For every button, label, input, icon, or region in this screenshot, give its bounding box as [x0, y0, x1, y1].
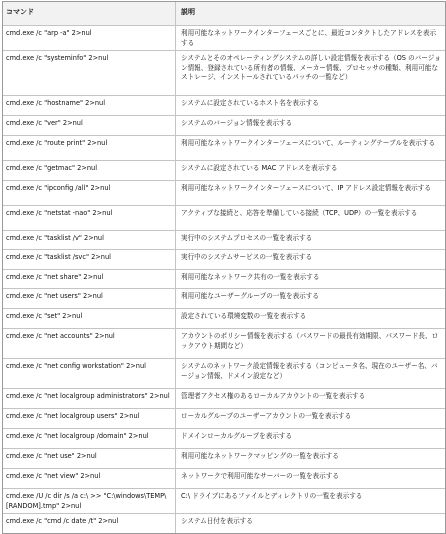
column-header-description: 説明: [181, 8, 195, 16]
table-row: [3, 448, 445, 468]
description-cell: システム日付を表示する: [181, 517, 253, 525]
description-cell: C:\ ドライブにあるファイルとディレクトリの一覧を表示する: [181, 492, 363, 500]
table-row: [3, 135, 445, 160]
command-cell: cmd.exe /c "net localgroup users" 2>nul: [3, 409, 176, 428]
description-cell: 管理者アクセス権のあるローカルアカウントの一覧を表示する: [181, 392, 366, 400]
column-header-command: コマンド: [3, 2, 176, 25]
description-cell: 利用可能なユーザーグループの一覧を表示する: [181, 292, 319, 300]
description-cell: 実行中のシステムプロセスの一覧を表示する: [181, 234, 313, 242]
description-cell: システムに設定されているホスト名を表示する: [181, 99, 319, 107]
table-header-row: [3, 2, 445, 25]
table-row: [3, 408, 445, 428]
table-row: [3, 25, 445, 50]
command-cell: cmd.exe /c "cmd /c date /t" 2>nul: [3, 514, 176, 533]
command-cell: cmd.exe /U /c dir /s /a c:\ >> "C:\windows\TEMP\[RANDOM].tmp" 2>nul: [3, 489, 176, 513]
table-row: [3, 205, 445, 230]
description-cell: 利用可能なネットワークインターフェースについて、ルーティングテーブルを表示する: [181, 139, 436, 147]
table-row: [3, 269, 445, 288]
table-row: [3, 468, 445, 488]
command-cell: cmd.exe /c "route print" 2>nul: [3, 136, 176, 160]
description-cell: 設定されている環境変数の一覧を表示する: [181, 312, 307, 320]
table-row: [3, 50, 445, 95]
command-cell: cmd.exe /c "netstat -nao" 2>nul: [3, 206, 176, 230]
command-cell: cmd.exe /c "set" 2>nul: [3, 309, 176, 328]
description-cell: システムとそのオペレーティングシステムの詳しい設定情報を表示する（OS のバージョン情報、登録されている所有者の情報、メーカー情報、プロセッサの種類、利用可能なストレージ、インストールされているパッチの一覧など）: [181, 54, 441, 82]
description-cell: システムのネットワーク設定情報を表示する（コンピュータ名、現在のユーザー名、バージョン情報、ドメイン設定など）: [181, 362, 438, 380]
description-cell: アクティブな接続と、応答を準備している接続（TCP、UDP）の一覧を表示する: [181, 209, 418, 217]
command-cell: cmd.exe /c "tasklist /svc" 2>nul: [3, 250, 176, 269]
table-row: [3, 328, 445, 358]
table-row: [3, 428, 445, 448]
command-cell: cmd.exe /c "systeminfo" 2>nul: [3, 51, 176, 95]
description-cell: 利用可能なネットワーク共有の一覧を表示する: [181, 273, 320, 281]
command-cell: cmd.exe /c "net use" 2>nul: [3, 449, 176, 468]
command-cell: cmd.exe /c "getmac" 2>nul: [3, 161, 176, 180]
description-cell: 利用可能なネットワークマッピングの一覧を表示する: [181, 452, 339, 460]
table-body: [3, 25, 445, 533]
command-cell: cmd.exe /c "tasklist /v" 2>nul: [3, 231, 176, 249]
command-cell: cmd.exe /c "net accounts" 2>nul: [3, 329, 176, 358]
description-cell: 利用可能なネットワークインターフェースについて、IP アドレス設定情報を表示する: [181, 184, 431, 192]
table-row: [3, 95, 445, 115]
description-cell: システムのバージョン情報を表示する: [181, 119, 293, 127]
table-row: [3, 249, 445, 269]
command-cell: cmd.exe /c "hostname" 2>nul: [3, 96, 176, 115]
table-row: [3, 513, 445, 533]
command-table: [2, 1, 446, 534]
command-cell: cmd.exe /c "ver" 2>nul: [3, 116, 176, 135]
description-cell: システムに設定されている MAC アドレスを表示する: [181, 164, 338, 172]
table-row: [3, 358, 445, 388]
description-cell: アカウントのポリシー情報を表示する（パスワードの最長有効期限、パスワード長、ロックアウト期間など）: [181, 332, 439, 350]
command-cell: cmd.exe /c "net localgroup administrators" 2>nul: [3, 389, 176, 408]
command-cell: cmd.exe /c "net config workstation" 2>nul: [3, 359, 176, 388]
table-row: [3, 288, 445, 308]
description-cell: ローカルグループのユーザーアカウントの一覧を表示する: [181, 412, 352, 420]
description-cell: ネットワークで利用可能なサーバーの一覧を表示する: [181, 472, 339, 480]
table-row: [3, 160, 445, 180]
description-cell: ドメインローカルグループを表示する: [181, 432, 293, 440]
command-cell: cmd.exe /c "ipconfig /all" 2>nul: [3, 181, 176, 205]
command-cell: cmd.exe /c "net view" 2>nul: [3, 469, 176, 488]
table-row: [3, 308, 445, 328]
description-cell: 実行中のシステムサービスの一覧を表示する: [181, 253, 313, 261]
command-cell: cmd.exe /c "net users" 2>nul: [3, 289, 176, 308]
table-row: [3, 230, 445, 249]
table-row: [3, 388, 445, 408]
table-row: [3, 115, 445, 135]
description-cell: 利用可能なネットワークインターフェースごとに、最近コンタクトしたアドレスを表示する: [181, 29, 437, 47]
command-cell: cmd.exe /c "net localgroup /domain" 2>nul: [3, 429, 176, 448]
table-row: [3, 488, 445, 513]
table-row: [3, 180, 445, 205]
command-cell: cmd.exe /c "arp -a" 2>nul: [3, 26, 176, 50]
command-cell: cmd.exe /c "net share" 2>nul: [3, 270, 176, 288]
